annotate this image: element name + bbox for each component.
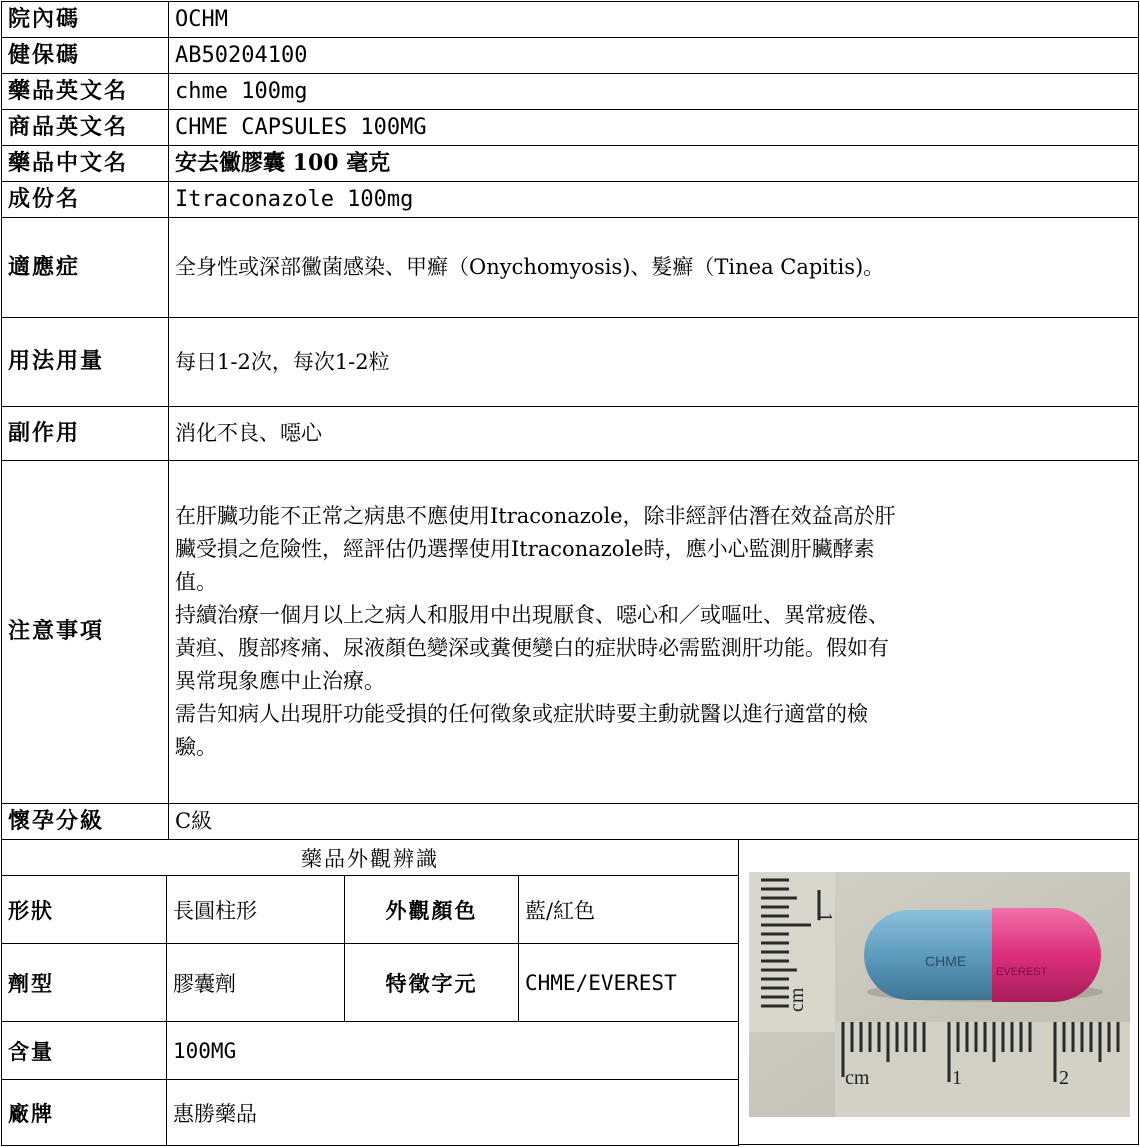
row-dosage <box>2 318 1139 407</box>
row-indication <box>2 218 1139 318</box>
label-chinese-name: 藥品中文名 <box>2 146 169 182</box>
label-strength: 含量 <box>2 1022 167 1080</box>
row-english-name <box>2 74 1139 110</box>
value-color: 藍/紅色 <box>519 876 739 944</box>
row-side-effects <box>2 407 1139 461</box>
horizontal-ruler <box>835 1022 1130 1117</box>
label-color: 外觀顏色 <box>345 876 519 944</box>
precaution-line: 驗。 <box>175 735 217 759</box>
precaution-line: 值。 <box>175 570 217 594</box>
precaution-line: 需告知病人出現肝功能受損的任何徵象或症狀時要主動就醫以進行適當的檢 <box>175 702 868 726</box>
row-form-imprint <box>2 944 739 1022</box>
value-side-effects: 消化不良、噁心 <box>169 407 1139 461</box>
value-imprint: CHME/EVEREST <box>519 944 739 1022</box>
appearance-table <box>1 839 739 1146</box>
capsule <box>864 908 1103 1002</box>
precaution-line: 黃疸、腹部疼痛、尿液顏色變深或糞便變白的症狀時必需監測肝功能。假如有 <box>175 636 889 660</box>
label-side-effects: 副作用 <box>2 407 169 461</box>
appearance-section <box>1 839 1139 1145</box>
row-chinese-name <box>2 146 1139 182</box>
label-hospital-code: 院內碼 <box>2 2 169 38</box>
vertical-ruler <box>749 872 836 1032</box>
label-imprint: 特徵字元 <box>345 944 519 1022</box>
value-precautions <box>169 461 1139 804</box>
ruler-unit-v: cm <box>786 987 808 1012</box>
value-shape: 長圓柱形 <box>167 876 345 944</box>
value-ingredient: Itraconazole 100mg <box>169 182 1139 218</box>
value-nhi-code: AB50204100 <box>169 38 1139 74</box>
value-strength: 100MG <box>167 1022 739 1080</box>
capsule-photo <box>749 872 1130 1117</box>
capsule-right-text: EVEREST <box>996 966 1048 978</box>
row-shape-color <box>2 876 739 944</box>
label-indication: 適應症 <box>2 218 169 318</box>
value-english-name: chme 100mg <box>169 74 1139 110</box>
ruler-mark-v1: 1 <box>814 912 836 922</box>
precaution-line: 異常現象應中止治療。 <box>175 669 385 693</box>
appearance-header-row <box>2 840 739 876</box>
value-indication: 全身性或深部黴菌感染、甲癬（Onychomyosis)、髮癬（Tinea Capitis)。 <box>169 218 1139 318</box>
precaution-line: 在肝臟功能不正常之病患不應使用Itraconazole，除非經評估潛在效益高於肝 <box>175 504 896 528</box>
row-ingredient <box>2 182 1139 218</box>
ruler-unit-h: cm <box>845 1067 870 1089</box>
precaution-line: 持續治療一個月以上之病人和服用中出現厭食、噁心和／或嘔吐、異常疲倦、 <box>175 603 889 627</box>
value-brand: 惠勝藥品 <box>167 1080 739 1146</box>
value-form: 膠囊劑 <box>167 944 345 1022</box>
capsule-photo-svg <box>749 872 1130 1117</box>
value-hospital-code: OCHM <box>169 2 1139 38</box>
label-ingredient: 成份名 <box>2 182 169 218</box>
label-pregnancy: 懷孕分級 <box>2 804 169 840</box>
label-english-name: 藥品英文名 <box>2 74 169 110</box>
row-precautions <box>2 461 1139 804</box>
value-chinese-name: 安去黴膠囊 100 毫克 <box>169 146 1139 182</box>
row-trade-english-name <box>2 110 1139 146</box>
label-dosage: 用法用量 <box>2 318 169 407</box>
label-nhi-code: 健保碼 <box>2 38 169 74</box>
row-nhi-code <box>2 38 1139 74</box>
capsule-left-text: CHME <box>925 953 967 969</box>
row-pregnancy <box>2 804 1139 840</box>
value-pregnancy: C級 <box>169 804 1139 840</box>
appearance-header: 藥品外觀辨識 <box>2 840 739 876</box>
photo-cell <box>738 839 1139 1145</box>
precaution-line: 臟受損之危險性，經評估仍選擇使用Itraconazole時，應小心監測肝臟酵素 <box>175 537 875 561</box>
label-shape: 形狀 <box>2 876 167 944</box>
value-dosage: 每日1-2次，每次1-2粒 <box>169 318 1139 407</box>
row-brand <box>2 1080 739 1146</box>
label-precautions: 注意事項 <box>2 461 169 804</box>
value-trade-english-name: CHME CAPSULES 100MG <box>169 110 1139 146</box>
drug-info-table <box>1 1 1139 840</box>
label-trade-english-name: 商品英文名 <box>2 110 169 146</box>
ruler-mark-h1: 1 <box>952 1067 962 1089</box>
label-form: 劑型 <box>2 944 167 1022</box>
ruler-mark-h2: 2 <box>1059 1067 1069 1089</box>
label-brand: 廠牌 <box>2 1080 167 1146</box>
row-strength <box>2 1022 739 1080</box>
row-hospital-code <box>2 2 1139 38</box>
